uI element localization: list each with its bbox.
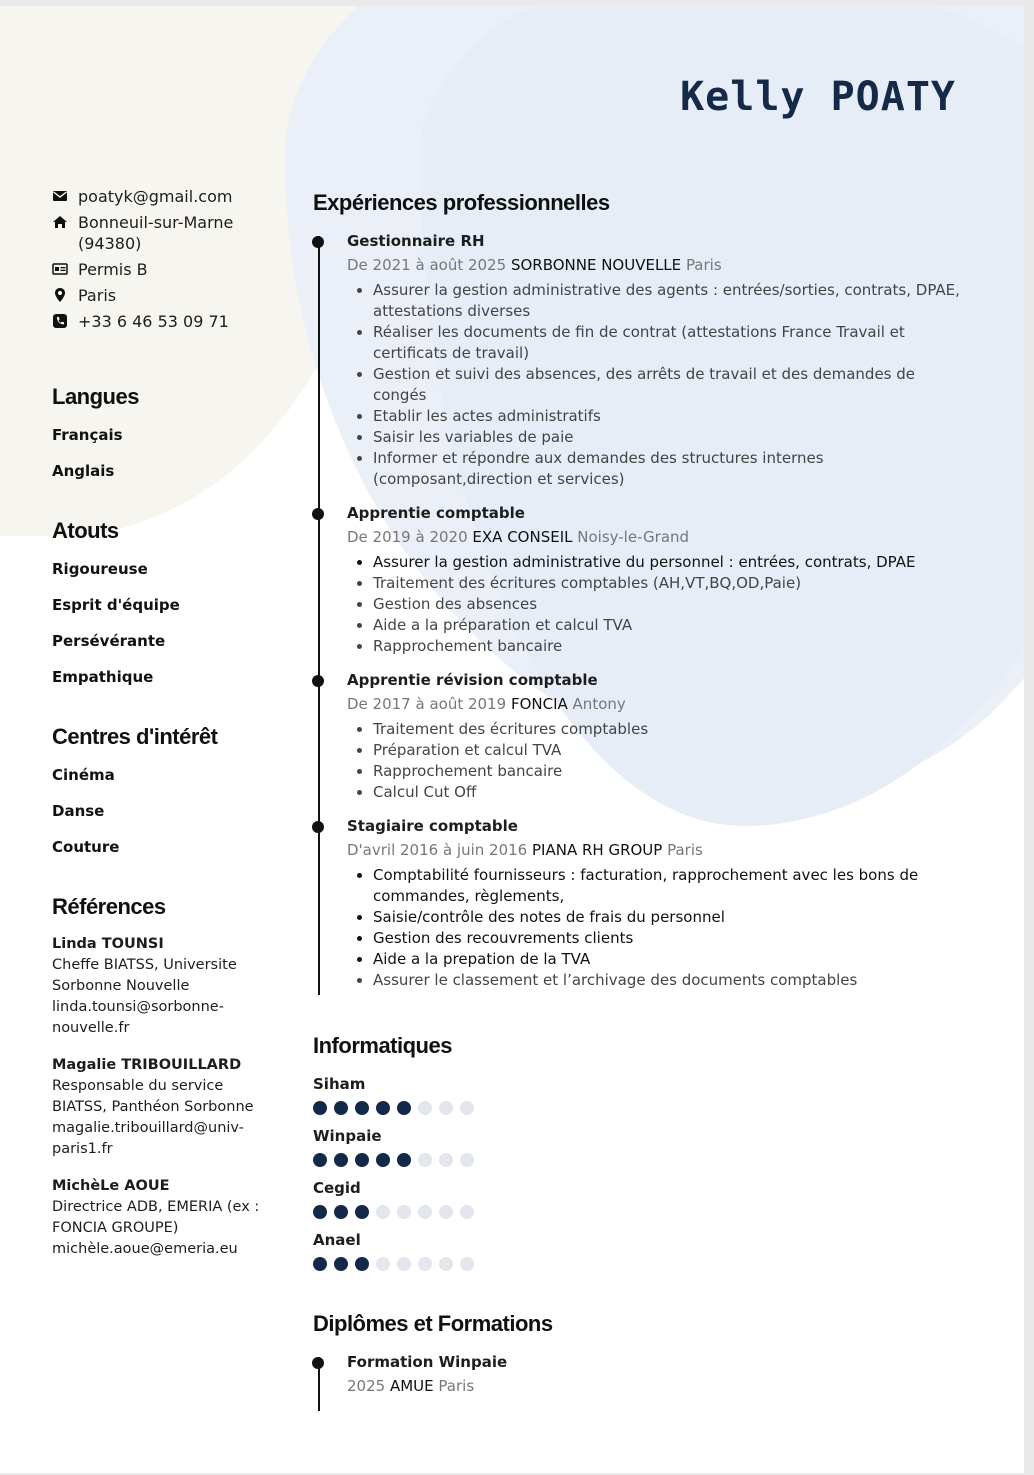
skill-item bbox=[313, 1127, 963, 1167]
skill-dot-empty bbox=[460, 1153, 474, 1167]
contact-address bbox=[52, 212, 282, 254]
reference-email[interactable]: linda.tounsi@sorbonne-nouvelle.fr bbox=[52, 999, 224, 1036]
skill-item bbox=[313, 1179, 963, 1219]
skill-dot-empty bbox=[418, 1101, 432, 1115]
contact-phone-text[interactable]: +33 6 46 53 09 71 bbox=[78, 312, 229, 331]
job-bullets bbox=[347, 552, 963, 657]
right-column bbox=[313, 190, 963, 1411]
skill-dot-filled bbox=[355, 1101, 369, 1115]
reference-email[interactable]: michèle.aoue@emeria.eu bbox=[52, 1241, 238, 1257]
resume-page bbox=[0, 6, 1024, 1473]
job-bullets bbox=[347, 865, 963, 991]
job-title: Apprentie révision comptable bbox=[347, 671, 598, 689]
contact-list bbox=[52, 186, 282, 332]
skill-dot-filled bbox=[313, 1153, 327, 1167]
it-skills-list bbox=[313, 1075, 963, 1271]
skill-dot-filled bbox=[313, 1205, 327, 1219]
timeline-dot bbox=[312, 675, 324, 687]
job-location: Noisy-le-Grand bbox=[577, 528, 690, 546]
reference-name: Magalie TRIBOUILLARD bbox=[52, 1057, 242, 1073]
job-bullet: • Préparation et calcul TVA bbox=[373, 740, 963, 761]
skill-dot-empty bbox=[418, 1257, 432, 1271]
job-period: D'avril 2016 à juin 2016 bbox=[347, 841, 528, 859]
skill-dot-filled bbox=[376, 1101, 390, 1115]
language-item: Anglais bbox=[52, 462, 115, 480]
skill-dot-empty bbox=[460, 1257, 474, 1271]
job-bullet: • Gestion des recouvrements clients bbox=[373, 928, 963, 949]
job-meta bbox=[347, 528, 963, 546]
job-bullet: • Traitement des écritures comptables bbox=[373, 719, 963, 740]
skill-name: Cegid bbox=[313, 1179, 361, 1197]
skill-dot-filled bbox=[397, 1101, 411, 1115]
experience-entry bbox=[347, 671, 963, 803]
job-title: Stagiaire comptable bbox=[347, 817, 518, 835]
skill-dot-empty bbox=[376, 1257, 390, 1271]
skill-dot-empty bbox=[439, 1153, 453, 1167]
phone-icon bbox=[52, 311, 78, 329]
strengths-list bbox=[52, 560, 282, 686]
map-pin-icon bbox=[52, 285, 78, 303]
job-bullet: • Calcul Cut Off bbox=[373, 782, 963, 803]
reference-item bbox=[52, 1055, 282, 1160]
references-list bbox=[52, 934, 282, 1260]
reference-role: Cheffe BIATSS, Universite Sorbonne Nouvelle bbox=[52, 957, 237, 994]
strength-item: Persévérante bbox=[52, 632, 166, 650]
job-period: De 2017 à août 2019 bbox=[347, 695, 507, 713]
skill-rating bbox=[313, 1205, 963, 1219]
interests-list bbox=[52, 766, 282, 856]
languages-title: Langues bbox=[52, 384, 139, 409]
skill-dot-filled bbox=[376, 1153, 390, 1167]
skill-dot-filled bbox=[355, 1153, 369, 1167]
job-bullet: • Traitement des écritures comptables (AH,VT,BQ,OD,Paie) bbox=[373, 573, 963, 594]
contact-license-text: Permis B bbox=[78, 260, 148, 279]
strengths-title: Atouts bbox=[52, 518, 119, 543]
job-company: EXA CONSEIL bbox=[472, 528, 573, 546]
contact-email-text[interactable]: poatyk@gmail.com bbox=[78, 187, 233, 206]
skill-name: Anael bbox=[313, 1231, 361, 1249]
job-company: SORBONNE NOUVELLE bbox=[510, 256, 682, 274]
reference-role: Responsable du service BIATSS, Panthéon Sorbonne bbox=[52, 1078, 254, 1115]
education-org: AMUE bbox=[389, 1377, 434, 1395]
reference-name: Linda TOUNSI bbox=[52, 936, 164, 952]
skill-dot-filled bbox=[313, 1101, 327, 1115]
experience-entry bbox=[347, 504, 963, 657]
job-location: Paris bbox=[685, 256, 722, 274]
job-meta bbox=[347, 841, 963, 859]
job-bullet: • Comptabilité fournisseurs : facturation, rapprochement avec les bons de commandes, règlements, bbox=[373, 865, 963, 907]
contact-email bbox=[52, 186, 282, 207]
reference-item bbox=[52, 1176, 282, 1260]
job-bullet: • Rapprochement bancaire bbox=[373, 636, 963, 657]
skill-item bbox=[313, 1075, 963, 1115]
strength-item: Rigoureuse bbox=[52, 560, 148, 578]
job-period: De 2019 à 2020 bbox=[347, 528, 468, 546]
job-bullet: • Rapprochement bancaire bbox=[373, 761, 963, 782]
reference-item bbox=[52, 934, 282, 1039]
job-bullets bbox=[347, 280, 963, 490]
timeline-dot bbox=[312, 1357, 324, 1369]
reference-email[interactable]: magalie.tribouillard@univ-paris1.fr bbox=[52, 1120, 244, 1157]
job-title: Gestionnaire RH bbox=[347, 232, 485, 250]
skill-dot-empty bbox=[376, 1205, 390, 1219]
experience-entry bbox=[347, 817, 963, 995]
skill-name: Winpaie bbox=[313, 1127, 382, 1145]
skill-dot-empty bbox=[439, 1101, 453, 1115]
education-location: Paris bbox=[438, 1377, 475, 1395]
skill-dot-empty bbox=[418, 1205, 432, 1219]
education-timeline bbox=[313, 1353, 963, 1411]
skill-rating bbox=[313, 1257, 963, 1271]
job-bullets bbox=[347, 719, 963, 803]
job-bullet: • Assurer la gestion administrative du personnel : entrées, contrats, DPAE bbox=[373, 552, 963, 573]
skill-dot-filled bbox=[334, 1101, 348, 1115]
job-bullet: • Aide a la préparation et calcul TVA bbox=[373, 615, 963, 636]
interests-title: Centres d'intérêt bbox=[52, 724, 218, 749]
education-title: Diplômes et Formations bbox=[313, 1311, 553, 1336]
skill-dot-empty bbox=[439, 1257, 453, 1271]
id-card-icon bbox=[52, 259, 78, 277]
contact-address-text: Bonneuil-sur-Marne (94380) bbox=[78, 213, 234, 253]
skill-item bbox=[313, 1231, 963, 1271]
job-company: PIANA RH GROUP bbox=[532, 841, 663, 859]
job-meta bbox=[347, 256, 963, 274]
contact-phone bbox=[52, 311, 282, 332]
job-bullet: • Saisir les variables de paie bbox=[373, 427, 963, 448]
left-column bbox=[52, 186, 282, 1276]
job-bullet: • Informer et répondre aux demandes des structures internes (composant,direction et services) bbox=[373, 448, 963, 490]
job-bullet: • Etablir les actes administratifs bbox=[373, 406, 963, 427]
contact-city-text: Paris bbox=[78, 286, 117, 305]
skill-dot-empty bbox=[460, 1101, 474, 1115]
experience-title: Expériences professionnelles bbox=[313, 190, 610, 215]
job-bullet: • Aide a la prepation de la TVA bbox=[373, 949, 963, 970]
references-title: Références bbox=[52, 894, 166, 919]
job-bullet: • Gestion des absences bbox=[373, 594, 963, 615]
candidate-name: Kelly POATY bbox=[680, 74, 956, 120]
education-year: 2025 bbox=[347, 1377, 386, 1395]
job-bullet: • Gestion et suivi des absences, des arrêts de travail et des demandes de congés bbox=[373, 364, 963, 406]
education-meta bbox=[347, 1377, 963, 1395]
job-bullet: • Assurer la gestion administrative des agents : entrées/sorties, contrats, DPAE, attestations diverses bbox=[373, 280, 963, 322]
strength-item: Esprit d'équipe bbox=[52, 596, 180, 614]
education-entry bbox=[347, 1353, 963, 1411]
timeline-dot bbox=[312, 508, 324, 520]
skill-dot-filled bbox=[334, 1205, 348, 1219]
job-company: FONCIA bbox=[510, 695, 568, 713]
languages-list bbox=[52, 426, 282, 480]
job-bullet: • Réaliser les documents de fin de contrat (attestations France Travail et certificats de travail) bbox=[373, 322, 963, 364]
interest-item: Danse bbox=[52, 802, 105, 820]
education-title-text: Formation Winpaie bbox=[347, 1353, 508, 1371]
reference-name: MichèLe AOUE bbox=[52, 1178, 170, 1194]
home-icon bbox=[52, 212, 78, 230]
job-location: Paris bbox=[667, 841, 703, 859]
strength-item: Empathique bbox=[52, 668, 154, 686]
skill-dot-filled bbox=[334, 1257, 348, 1271]
timeline-dot bbox=[312, 821, 324, 833]
skill-dot-empty bbox=[439, 1205, 453, 1219]
skill-rating bbox=[313, 1101, 963, 1115]
envelope-icon bbox=[52, 186, 78, 204]
job-bullet: • Saisie/contrôle des notes de frais du personnel bbox=[373, 907, 963, 928]
skill-dot-filled bbox=[355, 1257, 369, 1271]
job-meta bbox=[347, 695, 963, 713]
timeline-dot bbox=[312, 236, 324, 248]
skill-dot-empty bbox=[418, 1153, 432, 1167]
skill-dot-empty bbox=[397, 1205, 411, 1219]
skill-dot-empty bbox=[397, 1257, 411, 1271]
skill-dot-filled bbox=[334, 1153, 348, 1167]
experience-entry bbox=[347, 232, 963, 490]
skill-rating bbox=[313, 1153, 963, 1167]
job-bullet: • Assurer le classement et l’archivage des documents comptables bbox=[373, 970, 963, 991]
skill-dot-filled bbox=[397, 1153, 411, 1167]
job-location: Antony bbox=[572, 695, 626, 713]
contact-city bbox=[52, 285, 282, 306]
skill-name: Siham bbox=[313, 1075, 366, 1093]
skill-dot-empty bbox=[460, 1205, 474, 1219]
job-title: Apprentie comptable bbox=[347, 504, 525, 522]
interest-item: Cinéma bbox=[52, 766, 115, 784]
interest-item: Couture bbox=[52, 838, 120, 856]
it-skills-title: Informatiques bbox=[313, 1033, 452, 1058]
skill-dot-filled bbox=[313, 1257, 327, 1271]
skill-dot-filled bbox=[355, 1205, 369, 1219]
language-item: Français bbox=[52, 426, 123, 444]
contact-license bbox=[52, 259, 282, 280]
reference-role: Directrice ADB, EMERIA (ex : FONCIA GROUPE) bbox=[52, 1199, 260, 1236]
job-period: De 2021 à août 2025 bbox=[347, 256, 507, 274]
experience-timeline bbox=[313, 232, 963, 995]
